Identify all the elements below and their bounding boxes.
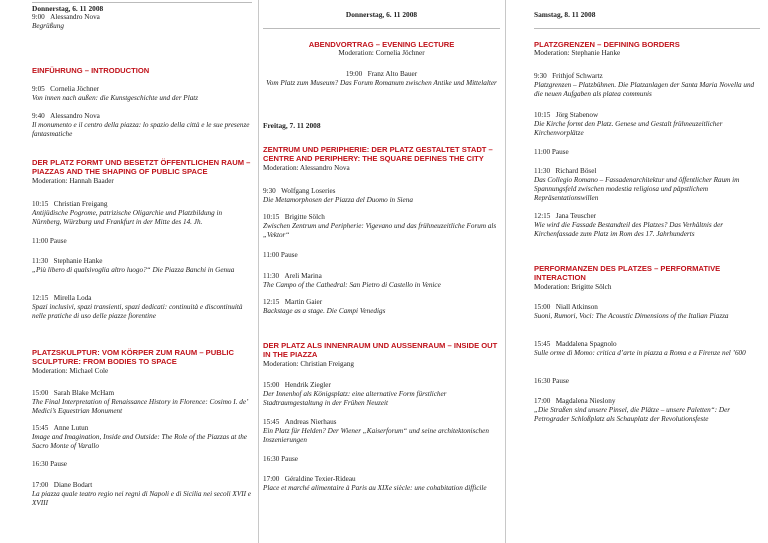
pause: 11:00 Pause [534, 148, 569, 156]
section-heading: ZENTRUM UND PERIPHERIE: DER PLATZ GESTALTET STADT – CENTRE AND PERIPHERY: THE SQUARE DEFINES THE CITY [263, 145, 493, 164]
section-heading: PERFORMANZEN DES PLATZES – PERFORMATIVE INTERACTION [534, 264, 721, 283]
session [263, 213, 500, 240]
pause: 16:30 Pause [32, 460, 67, 468]
speaker-name: Richard Bösel [555, 167, 597, 175]
session-time: 10:15 [32, 200, 49, 208]
talk-title: Die Metamorphosen der Piazza del Duomo in Siena [263, 196, 413, 204]
session-time: 12:15 [263, 298, 280, 306]
session [32, 481, 252, 508]
talk-title: Sulle orme di Momo: critica d’arte in piazza a Roma e a Firenze nel ’600 [534, 349, 746, 357]
talk-title: Spazi inclusivi, spazi transienti, spazi dedicati: continuità e discontinuità nelle pratiche di uso delle piazze fiorentine [32, 303, 243, 320]
session [534, 167, 760, 203]
session [32, 424, 252, 451]
day-heading: Donnerstag, 6. 11 2008 [32, 4, 104, 13]
speaker-name: Magdalena Nieslony [555, 397, 616, 405]
speaker-name: Franz Alto Bauer [367, 70, 418, 78]
session-time: 17:00 [32, 481, 49, 489]
moderation: Moderation: Hannah Baader [32, 176, 114, 185]
session-time: 15:45 [263, 418, 280, 426]
talk-title: Der Innenhof als Königsplatz: eine alternative Form fürstlicher Stadtraumgestaltung in der Frühen Neuzeit [263, 390, 447, 407]
section-heading: EINFÜHRUNG – INTRODUCTION [32, 66, 150, 75]
speaker-name: Mirella Loda [53, 294, 92, 302]
section-heading: DER PLATZ FORMT UND BESETZT ÖFFENTLICHEN RAUM – PIAZZAS AND THE SHAPING OF PUBLIC SPACE [32, 158, 251, 177]
rule [534, 28, 760, 29]
talk-title: Place et marché alimentaire à Paris au XIXe siècle: une cohabitation difficile [263, 484, 487, 492]
session [534, 111, 760, 138]
section-block [263, 145, 500, 173]
session-time: 11:30 [263, 272, 280, 280]
speaker-name: Sarah Blake McHam [53, 389, 115, 397]
session [263, 187, 500, 205]
session-time-name [32, 13, 252, 22]
session [534, 397, 760, 424]
section-block [534, 264, 760, 292]
session [32, 294, 252, 321]
section-heading: PLATZGRENZEN – DEFINING BORDERS [534, 40, 680, 49]
session [32, 85, 252, 103]
speaker-name: Hendrik Ziegler [284, 381, 331, 389]
session-time: 15:00 [263, 381, 280, 389]
session-time: 9:05 [32, 85, 45, 93]
moderation: Moderation: Alessandro Nova [263, 163, 350, 172]
talk-title: Vom Platz zum Museum? Das Forum Romanum zwischen Antike und Mittelalter [266, 79, 497, 87]
session-time: 9:30 [263, 187, 276, 195]
talk-title: Wie wird die Fassade Bestandteil des Platzes? Das Verhältnis der Kirchenfassade zum Platz im Rom des 17. Jahrhunderts [534, 221, 724, 238]
speaker-name: Frithjof Schwartz [552, 72, 603, 80]
talk-title: Antijüdische Pogrome, patrizische Oligarchie und Platzbildung in Nürnberg, Würzburg und Frankfurt in der Mitte des 14. Jh. [32, 209, 223, 226]
speaker-name: Diane Bodart [53, 481, 93, 489]
rule [32, 2, 252, 3]
session-time: 15:00 [32, 389, 49, 397]
session-time: 11:30 [534, 167, 551, 175]
speaker-name: Jörg Stabenow [555, 111, 599, 119]
session [263, 418, 500, 445]
speaker-name: Niall Atkinson [555, 303, 598, 311]
pause: 11:00 Pause [263, 251, 298, 259]
talk-title: Das Collegio Romano – Fassadenarchitektur und öffentlicher Raum im Spannungsfeld zwischen modestia religiosa und päpstlichem Repräsentationswillen [534, 176, 740, 202]
program-column-saturday [510, 0, 760, 543]
moderation: Moderation: Cornelia Jöchner [338, 49, 425, 58]
section-block [534, 40, 760, 58]
day-heading: Donnerstag, 6. 11 2008 [345, 10, 418, 19]
session [32, 200, 252, 227]
speaker-name: Cornelia Jöchner [50, 85, 100, 93]
talk-title: „Più libero di qualsivoglia altro luogo?“ Die Piazza Banchi in Genua [32, 266, 235, 274]
speaker-name: Martin Gaier [284, 298, 323, 306]
speaker-name: Maddalena Spagnolo [555, 340, 617, 348]
program-column-evening-friday [263, 0, 500, 543]
speaker-name: Areli Marina [284, 272, 322, 280]
speaker-name: Christian Freigang [53, 200, 108, 208]
session [263, 381, 500, 408]
section-heading: ABENDVORTRAG – EVENING LECTURE [308, 40, 455, 49]
program-column-thursday [4, 0, 252, 543]
rule [263, 28, 500, 29]
session-time: 9:00 [32, 13, 45, 21]
session [534, 303, 760, 321]
talk-title: La piazza quale teatro regio nei regni di Napoli e di Sicilia nei secoli XVII e XVIII [32, 490, 251, 507]
talk-title: Suoni, Rumori, Voci: The Acoustic Dimensions of the Italian Piazza [534, 312, 729, 320]
talk-title: Von innen nach außen: die Kunstgeschichte und der Platz [32, 94, 199, 102]
talk-title: Il monumento e il centro della piazza: lo spazio della città e le sue presenze fantasmatiche [32, 121, 250, 138]
session [263, 298, 500, 316]
section-block [263, 40, 500, 58]
section-block [263, 341, 500, 369]
session [32, 257, 252, 275]
column-divider-right [505, 0, 506, 543]
talk-title: Ein Platz für Helden? Der Wiener „Kaiserforum“ und seine architektonischen Inszenierungen [263, 427, 489, 444]
section-heading: PLATZSKULPTUR: VOM KÖRPER ZUM RAUM – PUBLIC SCULPTURE: FROM BODIES TO SPACE [32, 348, 234, 367]
day-block [32, 4, 252, 31]
speaker-name: Brigitte Sölch [284, 213, 325, 221]
speaker-name: Andreas Nierhaus [284, 418, 337, 426]
talk-title: Platzgrenzen – Platzbühnen. Die Platzanlagen der Santa Maria Novella und die neuen Aufgaben als platea communis [534, 81, 755, 98]
session-time: 19:00 [345, 70, 363, 78]
session [263, 475, 500, 493]
moderation: Moderation: Brigitte Sölch [534, 282, 612, 291]
session [534, 72, 760, 99]
talk-title: Zwischen Zentrum und Peripherie: Vigevano und das frühneuzeitliche Forum als „Vektor“ [263, 222, 497, 239]
talk-title: Image and Imagination, Inside and Outside: The Role of the Piazzas at the Sacro Monte of Varallo [32, 433, 248, 450]
session-time: 15:45 [534, 340, 551, 348]
session [534, 340, 760, 358]
moderation: Moderation: Christian Freigang [263, 359, 355, 368]
session [534, 212, 760, 239]
speaker-name: Alessandro Nova [50, 13, 100, 21]
session [263, 70, 500, 88]
speaker-name: Jana Teuscher [555, 212, 597, 220]
section-heading: DER PLATZ ALS INNENRAUM UND AUSSENRAUM – INSIDE OUT IN THE PIAZZA [263, 341, 498, 360]
day-heading: Freitag, 7. 11 2008 [263, 121, 321, 130]
session-time: 11:30 [32, 257, 49, 265]
session-time: 17:00 [263, 475, 280, 483]
section-block [32, 158, 252, 186]
session [263, 272, 500, 290]
speaker-name: Stephanie Hanke [53, 257, 103, 265]
session-time: 10:15 [263, 213, 280, 221]
speaker-name: Alessandro Nova [50, 112, 100, 120]
talk-title: „Die Straßen sind unsere Pinsel, die Plätze – unsere Paletten“: Der Petrograder Schloßplatz als Schauplatz der Revolutionsfeste [534, 406, 731, 423]
day-heading: Samstag, 8. 11 2008 [534, 10, 596, 19]
moderation: Moderation: Michael Cole [32, 366, 109, 375]
section-block [32, 348, 252, 376]
speaker-name: Wolfgang Loseries [281, 187, 336, 195]
speaker-name: Anne Lutun [53, 424, 89, 432]
talk-title: Backstage as a stage. Die Campi Venedigs [263, 307, 386, 315]
session [32, 389, 252, 416]
talk-title: The Campo of the Cathedral: San Pietro di Castello in Venice [263, 281, 441, 289]
pause: 11:00 Pause [32, 237, 67, 245]
session-time: 12:15 [534, 212, 551, 220]
pause: 16:30 Pause [263, 455, 298, 463]
talk-title: Begrüßung [32, 22, 64, 30]
session-time: 15:00 [534, 303, 551, 311]
session-time: 10:15 [534, 111, 551, 119]
talk-title: Die Kirche formt den Platz. Genese und Gestalt frühneuzeitlicher Kirchenvorplätze [534, 120, 723, 137]
column-divider-left [258, 0, 259, 543]
session-time: 9:30 [534, 72, 547, 80]
speaker-name: Géraldine Texier-Rideau [284, 475, 356, 483]
session-time: 15:45 [32, 424, 49, 432]
session [32, 112, 252, 139]
moderation: Moderation: Stephanie Hanke [534, 49, 621, 58]
pause: 16:30 Pause [534, 377, 569, 385]
talk-title: The Final Interpretation of Renaissance History in Florence: Cosimo I. de’ Medici’s Equestrian Monument [32, 398, 248, 415]
session-time: 12:15 [32, 294, 49, 302]
session-time: 17:00 [534, 397, 551, 405]
session-time: 9:40 [32, 112, 45, 120]
